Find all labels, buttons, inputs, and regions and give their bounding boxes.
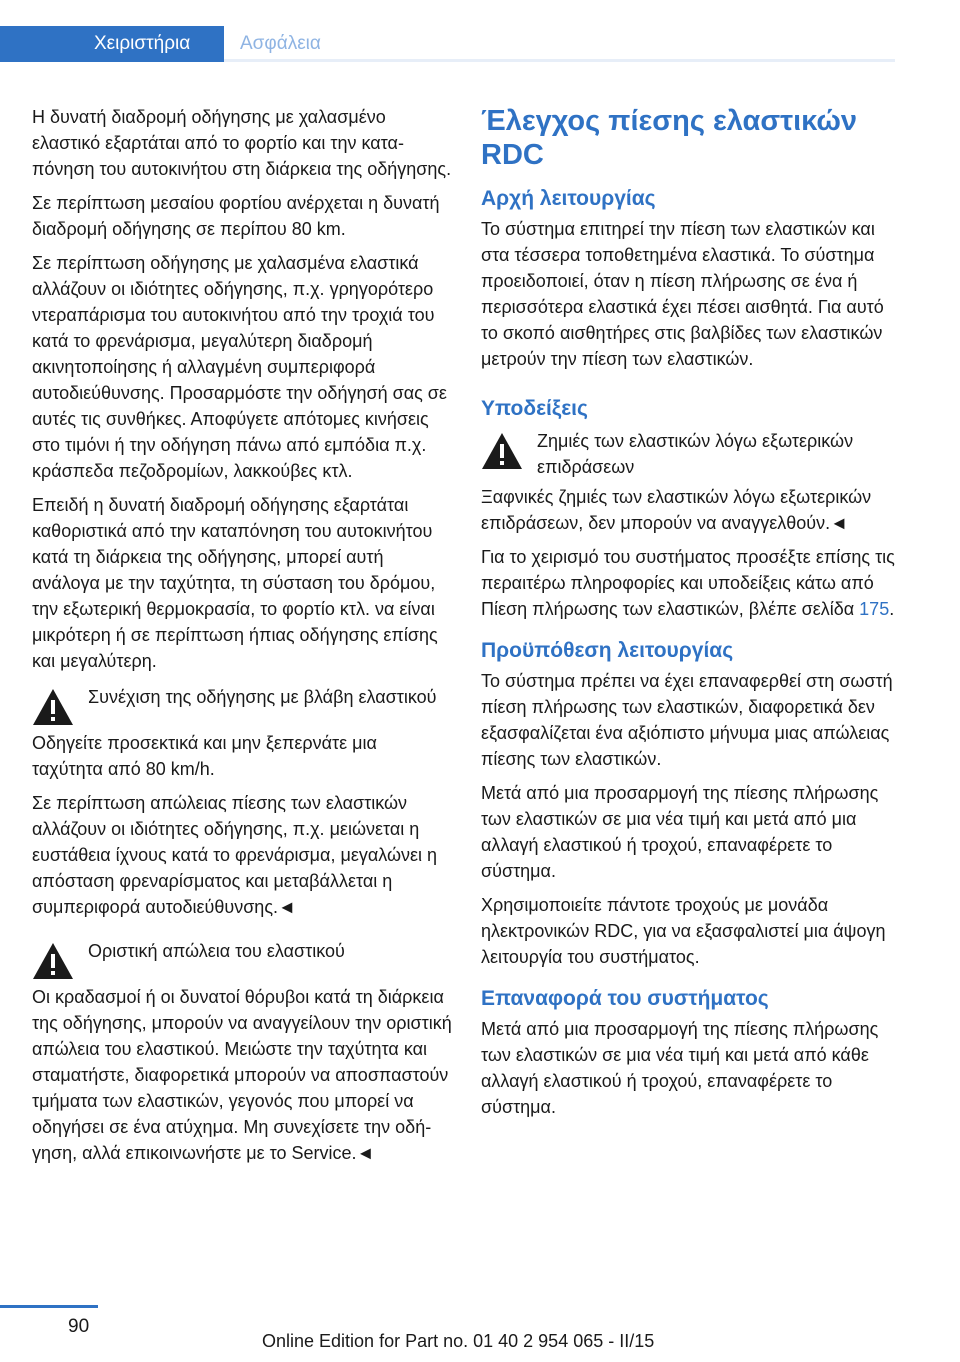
- warning-block: [32, 684, 452, 726]
- paragraph: Το σύστημα επιτηρεί την πίεση των ελαστικών και στα τέσσερα τοποθετημένα ελαστικά. Το σύστημα προειδοποιεί, όταν η πίεση πλήρωσης σε ένα ή περισσότερα ελαστικά έχει πέσει αισθητά. Για αυτό το σκοπό αισθητήρες στις βαλβίδες των ελαστικών μετρούν την πίεση των ελαστικών.: [481, 219, 884, 369]
- warning-title: Ζημιές των ελαστικών λόγω εξωτερικών επιδράσεων: [537, 431, 854, 477]
- warning-triangle-icon: [481, 432, 523, 470]
- page-number: 90: [68, 1316, 90, 1337]
- right-column: [481, 104, 901, 1128]
- paragraph: Οδηγείτε προσεκτικά και μην ξεπερνάτε μια ταχύτητα από 80 km/h.: [32, 733, 377, 779]
- subheading-principle: Αρχή λειτουργίας: [481, 187, 656, 210]
- paragraph: Χρησιμοποιείτε πάντοτε τροχούς με μονάδα ηλεκτρονικών RDC, για να εξασφαλιστεί μια άψογη λειτουργία του συστήματος.: [481, 895, 886, 967]
- reference-text: Για το χειρισμό του συστήματος προσέξτε επίσης τις περαιτέρω πληροφορίες και υποδείξεις κάτω από Πίεση πλήρωσης των ελαστικών, βλέπε σελίδα: [481, 547, 895, 619]
- paragraph-reference: [481, 544, 901, 622]
- paragraph: Μετά από μια προσαρμογή της πίεσης πλήρωσης των ελαστικών σε μια νέα τιμή και μετά από κάθε αλλαγή ελαστικού ή τροχού, επαναφέρετε το σύστημα.: [481, 1019, 879, 1117]
- header-tab-safety[interactable]: Ασφάλεια: [224, 26, 895, 62]
- paragraph: Το σύστημα πρέπει να έχει επαναφερθεί στη σωστή πίεση πλήρωσης των ελαστικών, διαφορετικά δεν εξασφαλίζεται ένα αξιόπιστο μήνυμα μιας απώλειας πίεσης των ελαστικών.: [481, 671, 893, 769]
- subheading-notes: Υποδείξεις: [481, 397, 588, 420]
- page-header: [0, 0, 895, 62]
- edition-info: Online Edition for Part no. 01 40 2 954 065 - II/15: [262, 1331, 655, 1351]
- header-tab-controls[interactable]: Χειριστήρια: [0, 26, 224, 62]
- paragraph: Ξαφνικές ζημιές των ελαστικών λόγω εξωτερικών επιδράσεων, δεν μπορούν να αναγγελθούν.◄: [481, 487, 872, 533]
- paragraph: Μετά από μια προσαρμογή της πίεσης πλήρωσης των ελαστικών σε μια νέα τιμή και μετά από μια αλλαγή ελαστικού ή τροχού, επαναφέρετε το σύστημα.: [481, 783, 879, 881]
- warning-title: Οριστική απώλεια του ελαστικού: [88, 941, 345, 961]
- warning-triangle-icon: [32, 942, 74, 980]
- reference-end: .: [889, 599, 895, 619]
- footer-rule: [0, 1305, 98, 1308]
- warning-block: [32, 938, 452, 980]
- paragraph: Σε περίπτωση μεσαίου φορτίου ανέρχεται η δυνατή διαδρομή οδήγησης σε περίπου 80 km.: [32, 193, 440, 239]
- paragraph: Σε περίπτωση απώλειας πίεσης των ελαστικών αλλάζουν οι ιδιότητες οδήγησης, π.χ. μειώνεται η ευστάθεια ίχνους κατά το φρενάρισμα, μεγαλώνει η απόσταση φρεναρίσματος και μεταβάλλεται η συμπεριφορά αυτοδιεύθυνσης.◄: [32, 793, 438, 917]
- warning-triangle-icon: [32, 688, 74, 726]
- section-title: Έλεγχος πίεσης ελαστικών RDC: [481, 105, 858, 171]
- warning-block: [481, 428, 901, 480]
- warning-title: Συνέχιση της οδήγησης με βλάβη ελαστικού: [88, 687, 437, 707]
- paragraph: Σε περίπτωση οδήγησης με χαλασμένα ελαστικά αλλάζουν οι ιδιότητες οδήγησης, π.χ. γρηγορότερο ντεραπάρισμα του αυτοκινήτου από την τροχιά του κατά το φρενάρισμα, μεγαλύτερη διαδρομή ακινητοποίησης ή αλλαγμένη συμπεριφορά αυτοδιεύθυνσης. Προσαρμόστε την οδήγησή σας σε αυτές τις συνθήκες. Αποφύγετε απότομες κινήσεις στο τιμόνι ή την οδήγηση πάνω από εμπόδια π.χ. κράσπεδα πεζοδρομίων, λακκούβες κτλ.: [32, 253, 447, 481]
- page-link[interactable]: 175: [859, 599, 890, 619]
- subheading-reset: Επαναφορά του συστήματος: [481, 987, 769, 1010]
- subheading-prerequisite: Προϋπόθεση λειτουργίας: [481, 639, 734, 662]
- paragraph: Η δυνατή διαδρομή οδήγησης με χαλασμένο ελαστικό εξαρτάται από το φορτίο και την καταπόνηση του αυτοκινήτου στη διάρκεια της οδήγησης.: [32, 107, 452, 179]
- paragraph: Επειδή η δυνατή διαδρομή οδήγησης εξαρτάται καθοριστικά από την καταπόνηση του αυτοκινήτου κατά τη διάρκεια της οδήγησης, μπορεί αυτή ανάλογα με την ταχύτητα, τη σύσταση του δρόμου, την εξωτερική θερμοκρασία, το φορτίο κτλ. να είναι μικρότερη ή σε περίπτωση ήπιας οδήγησης επίσης και μεγαλύτερη.: [32, 495, 438, 671]
- paragraph: Οι κραδασμοί ή οι δυνατοί θόρυβοι κατά τη διάρκεια της οδήγησης, μπορούν να αναγγείλουν την οριστική απώλεια του ελαστικού. Μειώστε την ταχύτητα και σταματήστε, διαφορετικά μπορούν να αποσπαστούν τμήματα των ελαστικών, γεγονός που μπορεί να οδηγήσει σε ένα ατύχημα. Μη συνεχίσετε την οδήγηση, αλλά επικοινωνήστε με το Service.◄: [32, 987, 452, 1163]
- left-column: [32, 104, 452, 1174]
